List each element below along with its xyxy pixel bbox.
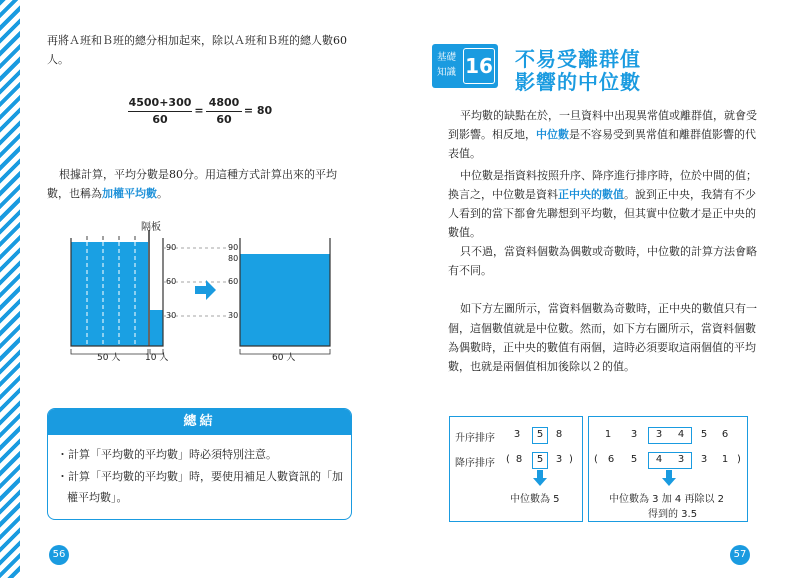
term-center-value: 正中央的數值: [558, 188, 624, 201]
even-caption: 中位數為 3 加 4 再除以 2: [609, 494, 724, 505]
paragraph-line: 為偶數時，正中央的數值有兩個，這時必須要取這兩個值的平均: [448, 341, 756, 354]
section-title: 不易受離群值: [515, 47, 641, 71]
denominator: 60: [216, 113, 232, 126]
group-size-label: 50 人: [97, 353, 121, 363]
tick-label: 80: [228, 254, 239, 263]
paragraph-line: 根據計算，平均分數是80分。用這種方式計算出來的平均: [59, 168, 337, 181]
tick-label: 30: [166, 311, 177, 320]
value-cell: 1: [721, 454, 729, 465]
paren: (: [506, 454, 510, 465]
value-cell: 5: [536, 454, 544, 465]
tick-label: 60: [166, 277, 177, 286]
paragraph-line: 如下方左圖所示，當資料個數為奇數時，正中央的數值只有一: [460, 302, 757, 315]
paragraph-line: 再將Ａ班和Ｂ班的總分相加起來，除以Ａ班和Ｂ班的總人數60: [47, 34, 347, 47]
asc-label: 升序排序: [455, 433, 495, 444]
paragraph-line: 換言之，中位數是資料正中央的數值。說到正中央，我猜有不少: [448, 188, 756, 201]
paragraph-line: 人。: [47, 53, 69, 66]
paren: (: [594, 454, 598, 465]
section-number: 16: [463, 48, 495, 84]
group-size-label: 10 人: [145, 353, 169, 363]
paragraph-line: 數，也稱為加權平均數。: [47, 187, 168, 200]
term-median: 中位數: [536, 128, 569, 141]
value-cell: 4: [677, 429, 685, 440]
paragraph-line: 平均數的缺點在於，一旦資料中出現異常值或離群值，就會受: [460, 109, 757, 122]
paragraph-line: 個，這個數值就是中位數。然而，如下方右圖所示，當資料個數: [448, 322, 756, 335]
down-arrow-icon: [533, 470, 547, 486]
page-edge-stripes: [0, 0, 20, 578]
page-number: 57: [730, 545, 750, 565]
group-size-label: 60 人: [272, 353, 296, 363]
term-weighted-mean: 加權平均數: [102, 187, 157, 200]
value-cell: 3: [655, 429, 663, 440]
result: = 80: [243, 104, 273, 117]
value-cell: 5: [536, 429, 544, 440]
equals-sign: =: [194, 104, 204, 117]
value-cell: 8: [515, 454, 523, 465]
summary-bullet: 權平均數」。: [67, 491, 128, 504]
fraction-bar: [128, 111, 192, 112]
paren: ): [737, 454, 741, 465]
tick-label: 60: [228, 277, 239, 286]
numerator: 4800: [208, 96, 240, 109]
value-cell: 5: [630, 454, 638, 465]
even-caption: 得到的 3.5: [648, 509, 698, 520]
paragraph-line: 數，也就是兩個值相加後除以２的值。: [448, 360, 635, 373]
summary-bullet: ・計算「平均數的平均數」時必須特別注意。: [57, 448, 277, 461]
value-cell: 6: [721, 429, 729, 440]
value-cell: 5: [700, 429, 708, 440]
value-cell: 3: [630, 429, 638, 440]
tick-label: 30: [228, 311, 239, 320]
value-cell: 3: [700, 454, 708, 465]
down-arrow-icon: [662, 470, 676, 486]
summary-title: 總結: [48, 409, 351, 435]
value-cell: 1: [604, 429, 612, 440]
numerator: 4500+300: [128, 96, 192, 109]
water-tank-diagram: [60, 226, 350, 366]
paragraph-line: 表值。: [448, 147, 481, 160]
paragraph-line: 有不同。: [448, 264, 492, 277]
paragraph-line: 數值。: [448, 226, 481, 239]
value-cell: 6: [607, 454, 615, 465]
badge-label: 基礎: [437, 52, 457, 63]
fraction-bar: [206, 111, 242, 112]
value-cell: 8: [555, 429, 563, 440]
value-cell: 3: [555, 454, 563, 465]
denominator: 60: [152, 113, 168, 126]
paren: ): [569, 454, 573, 465]
desc-label: 降序排序: [455, 458, 495, 469]
summary-bullet: ・計算「平均數的平均數」時，要使用補足人數資訊的「加: [57, 470, 343, 483]
value-cell: 4: [655, 454, 663, 465]
section-title: 影響的中位數: [515, 70, 641, 94]
divider-label: 隔板: [141, 222, 161, 233]
tick-label: 90: [166, 243, 177, 252]
paragraph-line: 只不過，當資料個數為偶數或奇數時，中位數的計算方法會略: [460, 245, 757, 258]
paragraph-line: 人看到的當下都會先聯想到平均數，但其實中位數才是正中央的: [448, 207, 756, 220]
value-cell: 3: [677, 454, 685, 465]
paragraph-line: 到影響。相反地，中位數是不容易受到異常值和離群值影響的代: [448, 128, 756, 141]
odd-caption: 中位數為 5: [510, 494, 560, 505]
page-number: 56: [49, 545, 69, 565]
badge-label: 知識: [437, 67, 457, 78]
paragraph-line: 中位數是指資料按照升序、降序進行排序時，位於中間的值；: [460, 169, 757, 182]
tick-label: 90: [228, 243, 239, 252]
value-cell: 3: [513, 429, 521, 440]
